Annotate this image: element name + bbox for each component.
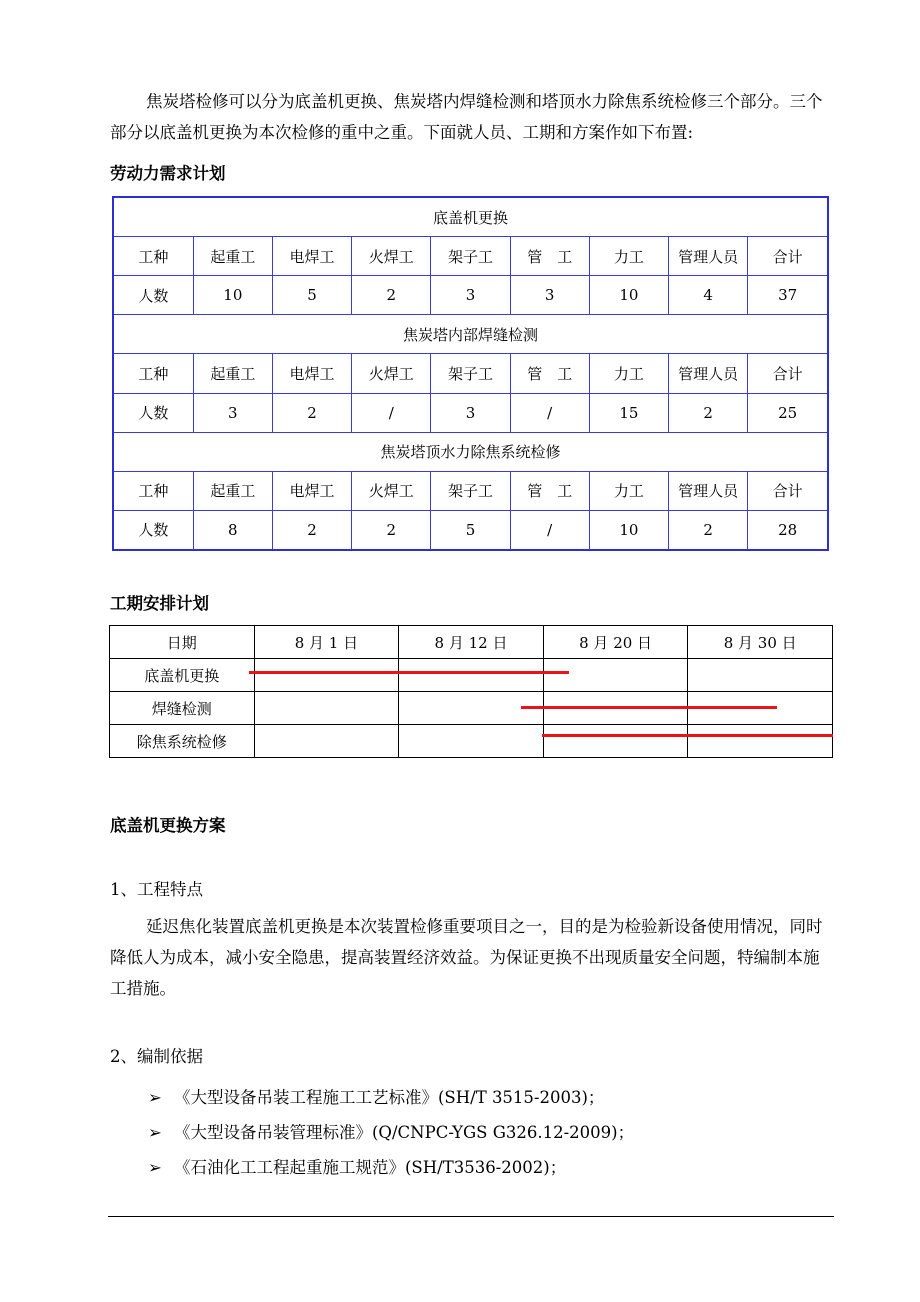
labor-trade-cell: 管理人员 bbox=[669, 471, 748, 510]
labor-header-row bbox=[114, 354, 827, 393]
labor-section-title-row bbox=[114, 315, 827, 354]
plan-heading: 底盖机更换方案 bbox=[110, 816, 226, 835]
labor-trade-cell: 管理人员 bbox=[669, 354, 748, 393]
labor-count-cell: 2 bbox=[669, 510, 748, 549]
labor-count-cell: / bbox=[352, 393, 431, 432]
labor-trade-cell: 管 工 bbox=[510, 237, 589, 276]
labor-count-cell: / bbox=[510, 510, 589, 549]
labor-trade-cell: 力工 bbox=[589, 354, 668, 393]
arrow-bullet-icon: ➢ bbox=[148, 1158, 162, 1177]
labor-section-title: 焦炭塔内部焊缝检测 bbox=[114, 315, 827, 354]
schedule-header-cell: 8 月 1 日 bbox=[254, 626, 399, 659]
labor-count-cell: / bbox=[510, 393, 589, 432]
labor-trade-cell: 管 工 bbox=[510, 354, 589, 393]
schedule-task-label: 除焦系统检修 bbox=[110, 725, 255, 758]
labor-trade-cell: 起重工 bbox=[193, 471, 272, 510]
basis-item: ➢ 《大型设备吊装管理标准》(Q/CNPC-YGS G326.12-2009)； bbox=[148, 1117, 634, 1148]
labor-trade-cell: 工种 bbox=[114, 354, 193, 393]
intro-paragraph: 焦炭塔检修可以分为底盖机更换、焦炭塔内焊缝检测和塔顶水力除焦系统检修三个部分。三个部分以底盖机更换为本次检修的重中之重。下面就人员、工期和方案作如下布置: bbox=[110, 92, 823, 142]
labor-trade-cell: 火焊工 bbox=[352, 237, 431, 276]
labor-section-title: 焦炭塔顶水力除焦系统检修 bbox=[114, 432, 827, 471]
arrow-bullet-icon: ➢ bbox=[148, 1088, 162, 1107]
labor-trade-cell: 架子工 bbox=[431, 237, 510, 276]
labor-header-row bbox=[114, 237, 827, 276]
arrow-bullet-icon: ➢ bbox=[148, 1123, 162, 1142]
labor-trade-cell: 力工 bbox=[589, 237, 668, 276]
schedule-header-cell: 8 月 30 日 bbox=[688, 626, 833, 659]
labor-count-cell: 3 bbox=[510, 276, 589, 315]
labor-section-title-row bbox=[114, 432, 827, 471]
labor-count-cell: 2 bbox=[272, 510, 351, 549]
labor-trade-cell: 架子工 bbox=[431, 354, 510, 393]
schedule-row bbox=[110, 725, 833, 758]
labor-count-row bbox=[114, 393, 827, 432]
labor-count-cell: 4 bbox=[669, 276, 748, 315]
basis-item: ➢ 《石油化工工程起重施工规范》(SH/T3536-2002)； bbox=[148, 1152, 566, 1183]
labor-count-cell: 3 bbox=[193, 393, 272, 432]
section-1-body: 延迟焦化装置底盖机更换是本次装置检修重要项目之一，目的是为检验新设备使用情况，同时降低人为成本，减小安全隐患，提高装置经济效益。为保证更换不出现质量安全问题，特编制本施工措施。 bbox=[110, 917, 823, 998]
labor-count-cell: 3 bbox=[431, 393, 510, 432]
labor-trade-cell: 火焊工 bbox=[352, 471, 431, 510]
labor-trade-cell: 管理人员 bbox=[669, 237, 748, 276]
labor-count-cell: 人数 bbox=[114, 393, 193, 432]
labor-trade-cell: 工种 bbox=[114, 237, 193, 276]
footer-divider bbox=[108, 1216, 834, 1217]
labor-trade-cell: 架子工 bbox=[431, 471, 510, 510]
labor-count-cell: 2 bbox=[352, 510, 431, 549]
schedule-header-cell: 日期 bbox=[110, 626, 255, 659]
gantt-bar-weld-inspection bbox=[521, 706, 777, 709]
schedule-heading: 工期安排计划 bbox=[110, 594, 209, 613]
labor-trade-cell: 合计 bbox=[748, 471, 827, 510]
schedule-header-cell: 8 月 12 日 bbox=[399, 626, 544, 659]
labor-count-cell: 2 bbox=[352, 276, 431, 315]
schedule-row bbox=[110, 659, 833, 692]
labor-count-cell: 2 bbox=[669, 393, 748, 432]
labor-plan-heading: 劳动力需求计划 bbox=[110, 164, 226, 183]
labor-trade-cell: 力工 bbox=[589, 471, 668, 510]
schedule-header-row bbox=[110, 626, 833, 659]
labor-count-cell: 10 bbox=[589, 510, 668, 549]
labor-count-row bbox=[114, 510, 827, 549]
labor-trade-cell: 电焊工 bbox=[272, 471, 351, 510]
labor-count-cell: 37 bbox=[748, 276, 827, 315]
labor-count-row bbox=[114, 276, 827, 315]
labor-trade-cell: 电焊工 bbox=[272, 354, 351, 393]
labor-count-cell: 28 bbox=[748, 510, 827, 549]
labor-trade-cell: 合计 bbox=[748, 354, 827, 393]
labor-count-cell: 25 bbox=[748, 393, 827, 432]
labor-count-cell: 15 bbox=[589, 393, 668, 432]
labor-count-cell: 8 bbox=[193, 510, 272, 549]
labor-count-cell: 5 bbox=[272, 276, 351, 315]
labor-trade-cell: 火焊工 bbox=[352, 354, 431, 393]
schedule-header-cell: 8 月 20 日 bbox=[543, 626, 688, 659]
labor-count-cell: 人数 bbox=[114, 510, 193, 549]
labor-count-cell: 3 bbox=[431, 276, 510, 315]
labor-trade-cell: 起重工 bbox=[193, 354, 272, 393]
labor-count-cell: 人数 bbox=[114, 276, 193, 315]
basis-item: ➢ 《大型设备吊装工程施工工艺标准》(SH/T 3515-2003)； bbox=[148, 1082, 604, 1113]
schedule-task-label: 底盖机更换 bbox=[110, 659, 255, 692]
section-1-title: 1、工程特点 bbox=[110, 880, 203, 899]
labor-trade-cell: 管 工 bbox=[510, 471, 589, 510]
labor-trade-cell: 工种 bbox=[114, 471, 193, 510]
gantt-bar-bottom-head-replacement bbox=[249, 671, 569, 674]
labor-section-title: 底盖机更换 bbox=[114, 198, 827, 237]
labor-count-cell: 10 bbox=[589, 276, 668, 315]
labor-header-row bbox=[114, 471, 827, 510]
section-2-title: 2、编制依据 bbox=[110, 1047, 203, 1066]
labor-trade-cell: 电焊工 bbox=[272, 237, 351, 276]
gantt-bar-decoking-repair bbox=[542, 734, 833, 737]
labor-table bbox=[112, 196, 829, 551]
labor-trade-cell: 合计 bbox=[748, 237, 827, 276]
labor-trade-cell: 起重工 bbox=[193, 237, 272, 276]
labor-count-cell: 5 bbox=[431, 510, 510, 549]
schedule-task-label: 焊缝检测 bbox=[110, 692, 255, 725]
labor-section-title-row bbox=[114, 198, 827, 237]
labor-count-cell: 10 bbox=[193, 276, 272, 315]
labor-count-cell: 2 bbox=[272, 393, 351, 432]
